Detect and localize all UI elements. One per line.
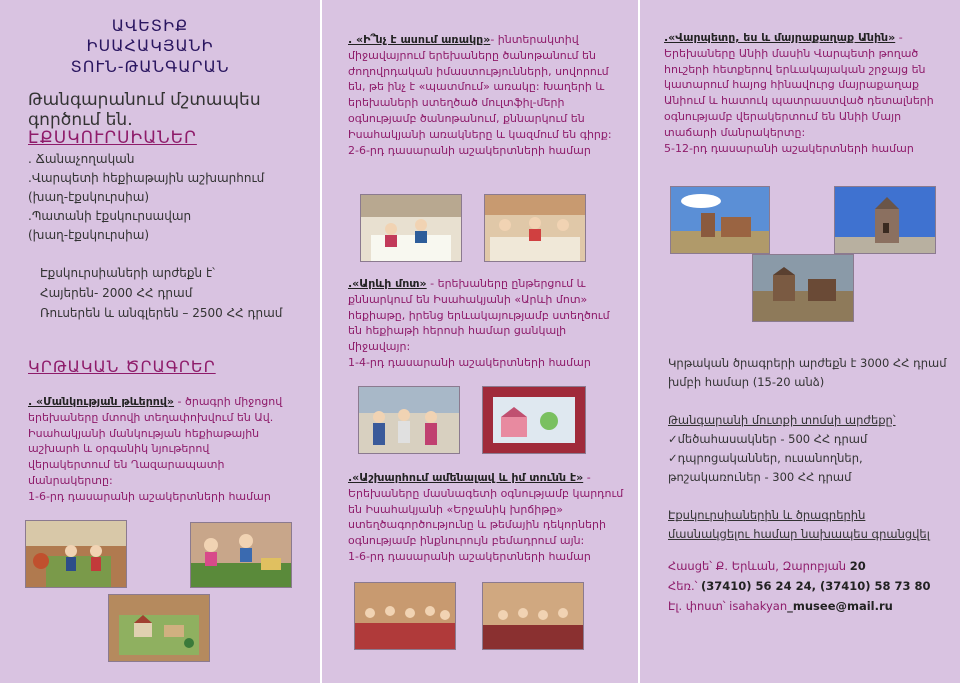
- contact-phone: [668, 576, 931, 597]
- intro-line2: գործում են.: [28, 110, 133, 130]
- program-2-audience: 2-6-րդ դասարանի աշակերտների համար: [348, 143, 591, 157]
- program-5-audience: 5-12-րդ դասարանի աշակերտների համար: [664, 141, 914, 155]
- program-2: [348, 32, 622, 158]
- contact-email: [668, 596, 893, 617]
- brochure-panel-right: [640, 0, 960, 683]
- excursion-item: .Պատանի էքսկուրսավար: [28, 209, 192, 223]
- program-3: [348, 276, 624, 371]
- museum-name-line3: ՏՈՒՆ-ԹԱՆԳԱՐԱՆ: [70, 57, 230, 76]
- program-3-text: - երեխաները ընթերցում և քննարկում են Իսահակյանի «Արևի մոտ» հեքիաթը, իրենց երևակայությամբ ստեղծում են հեքիաթի հերոսի համար ցանկալի միջավայր:: [348, 277, 610, 354]
- photo-children-model-table: [190, 522, 292, 588]
- program-4-audience: 1-6-րդ դասարանի աշակերտների համար: [348, 549, 591, 563]
- program-5-title: .«Վարպետը, ես և մայրաքաղաք Անին»: [664, 31, 896, 44]
- program-2-title: . «Ի՞նչ է ասում առակը»: [348, 33, 491, 46]
- email-label: Էլ. փոստ՝ isahakyan: [668, 599, 788, 613]
- museum-name-line1: ԱՎԵՏԻՔ: [111, 16, 189, 35]
- email-value[interactable]: _musee@mail.ru: [787, 599, 893, 613]
- program-3-title: .«Արևի մոտ»: [348, 277, 427, 290]
- photo-children-group: [358, 386, 460, 454]
- booking-line1: Էքսկուրսիաներին և ծրագրերին: [668, 508, 866, 522]
- program-1-title: . «Մանկության թևերով»: [28, 395, 175, 408]
- program-3-audience: 1-4-րդ դասարանի աշակերտների համար: [348, 355, 591, 369]
- entry-price-adults: ✓մեծահասակներ - 500 ՀՀ դրամ: [668, 432, 868, 446]
- photo-children-play-performance: [354, 582, 456, 650]
- entry-price-pensioners: թոշակառուներ - 300 ՀՀ դրամ: [668, 470, 852, 484]
- photo-classroom-reading: [360, 194, 462, 262]
- program-4-title: .«Աշխարհում ամենալավ և իմ տունն է»: [348, 471, 584, 484]
- photo-children-building-model: [25, 520, 127, 588]
- phone-numbers: (37410) 56 24 24, (37410) 58 73 80: [701, 579, 931, 593]
- excursion-price-armenian: Հայերեն- 2000 ՀՀ դրամ: [40, 286, 193, 300]
- excursion-price-title: Էքսկուրսիաների արժեքն է՝: [40, 266, 215, 280]
- program-5-text: - Երեխաները Անիի մասին Վարպետի թողած հուշերի հետքերով երևակայական շրջայց են կատարում հայոց հինավուրց մայրաքաղաք Անիում և հատուկ պատրաստված դետալների օգնությամբ վերակերտում են Անիի Մայր տաճարի մանրակերտը:: [664, 31, 934, 139]
- brochure-panel-left: [0, 0, 320, 683]
- excursion-item: .Վարպետի հեքիաթային աշխարհում: [28, 171, 265, 185]
- photo-classroom-discussion: [484, 194, 586, 262]
- booking-line2: մասնակցելու համար նախապես գրանցվել: [668, 527, 930, 541]
- programs-heading: ԿՐԹԱԿԱՆ ԾՐԱԳՐԵՐ: [28, 357, 216, 376]
- photo-model-village: [108, 594, 210, 662]
- excursion-item: (խաղ-էքսկուրսիա): [28, 190, 150, 204]
- program-price-line2: խմբի համար (15-20 անձ): [668, 375, 825, 389]
- brochure-panel-middle: [322, 0, 638, 683]
- address-number: 20: [849, 559, 866, 573]
- photo-ani-church: [834, 186, 936, 254]
- photo-children-audience: [482, 582, 584, 650]
- program-1-audience: 1-6-րդ դասարանի աշակերտների համար: [28, 489, 271, 503]
- program-4: [348, 470, 624, 565]
- program-price-line1: Կրթական ծրագրերի արժեքն է 3000 ՀՀ դրամ: [668, 356, 947, 370]
- photo-ani-cathedral-ruins: [752, 254, 854, 322]
- photo-children-drawing: [482, 386, 586, 454]
- photo-ani-ruins-walls: [670, 186, 770, 254]
- excursion-item: . Ճանաչողական: [28, 152, 135, 166]
- program-5: [664, 30, 942, 156]
- museum-name-line2: ԻՍԱՀԱԿՅԱՆԻ: [86, 36, 214, 55]
- program-1-text: - ծրագրի միջոցով երեխաները մտովի տեղափոխվում են Ավ. Իսահակյանի մանկության հեքիաթային աշխարհ և օրգանիկ նյութերով վերակերտում են Ղազարապատի մանրակերտը:: [28, 395, 283, 487]
- program-1: [28, 394, 290, 505]
- address-label: Հասցե՝ Ք. Երևան, Զարոբյան: [668, 559, 850, 573]
- excursions-heading: ԷՔՍԿՈՒՐՍԻԱՆԵՐ: [28, 128, 197, 148]
- program-4-text: - Երեխաները մասնագետի օգնությամբ կարդում են Իսահակյանի «Երջանիկ խրճիթը» ստեղծագործությունը և թեմային դեկորների օգնությամբ ինքնուրույն բեմադրում այն:: [348, 471, 624, 548]
- program-2-text: - ինտերակտիվ միջավայրում երեխաները ծանոթանում են ժողովրդական իմաստությունների, սովորում են, թե ինչ է «պատմում» առակը: Խաղերի և երեխաների ստեղծած մուլտֆիլ-մերի օգնությամբ ծանոթանում, քննարկում են Իսահակյանի առակները և կազմում են գիրք:: [348, 33, 612, 141]
- excursion-item: (խաղ-էքսկուրսիա): [28, 228, 150, 242]
- intro-line1: Թանգարանում մշտապես: [28, 90, 261, 110]
- entry-price-title: Թանգարանի մուտքի տոմսի արժեքը՝: [668, 413, 896, 427]
- contact-address: [668, 556, 866, 577]
- entry-price-students: ✓դպրոցականներ, ուսանողներ,: [668, 451, 863, 465]
- excursion-price-foreign: Ռուսերեն և անգլերեն – 2500 ՀՀ դրամ: [40, 306, 283, 320]
- phone-label: Հեռ.՝: [668, 579, 702, 593]
